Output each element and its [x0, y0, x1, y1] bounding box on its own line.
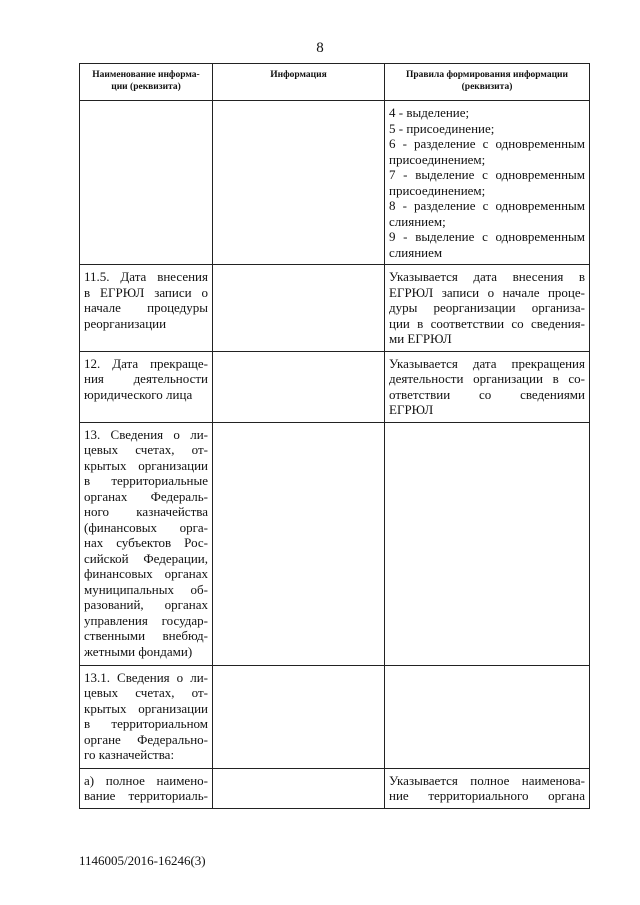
- cell-text-line: 13.1. Сведения о ли-: [84, 669, 208, 685]
- information-cell: [213, 101, 385, 265]
- cell-text-line: присоединением;: [389, 151, 486, 167]
- requisites-table: [79, 63, 590, 809]
- information-cell: [213, 665, 385, 768]
- cell-text-line: дуры реорганизации организа-: [389, 300, 585, 315]
- requisite-name-cell: [80, 422, 213, 665]
- cell-text-line: присоединением;: [389, 182, 486, 198]
- cell-text-line: Указывается дата прекращения: [389, 355, 585, 371]
- cell-text-line: органах Федераль-: [84, 488, 208, 504]
- cell-text-line: нах субъектов Рос-: [84, 535, 208, 550]
- cell-text-line: го казначейства:: [84, 747, 175, 762]
- cell-text-line: ственными внебюд-: [84, 628, 208, 643]
- cell-text-line: ние территориального органа: [389, 788, 585, 803]
- header-information: [213, 64, 385, 101]
- information-cell: [213, 265, 385, 352]
- cell-text-line: 6 - разделение с одновременным: [389, 136, 585, 151]
- cell-text-line: ответствии со сведениями: [389, 386, 585, 402]
- cell-text-line: жетными фондами): [84, 643, 193, 659]
- document-footer-code: 1146005/2016-16246(3): [79, 853, 206, 868]
- cell-text-line: 13. Сведения о ли-: [84, 426, 208, 442]
- cell-text-line: вание территориаль-: [84, 788, 208, 803]
- table-row: [80, 768, 590, 808]
- cell-text-line: 4 - выделение;: [389, 105, 470, 120]
- table-row: [80, 351, 590, 422]
- information-cell: [213, 768, 385, 808]
- page-number: 8: [316, 40, 324, 56]
- formation-rule-cell: [385, 665, 590, 768]
- cell-text-line: слиянием: [389, 244, 443, 260]
- cell-text-line: разований, органах: [84, 597, 208, 612]
- header-requisite-name: [80, 64, 213, 101]
- requisite-name-cell: [80, 665, 213, 768]
- cell-text-line: а) полное наимено-: [84, 772, 208, 788]
- cell-text-line: 7 - выделение с одновременным: [389, 167, 585, 182]
- requisite-name-cell: [80, 351, 213, 422]
- header-formation-rules: [385, 64, 590, 101]
- formation-rule-cell: [385, 101, 590, 265]
- information-cell: [213, 422, 385, 665]
- cell-text-line: деятельности организации в со-: [389, 371, 585, 386]
- table-header-row: [80, 64, 590, 101]
- cell-text-line: крытых организации: [84, 457, 208, 473]
- cell-text-line: начале процедуры: [84, 300, 208, 315]
- requisite-name-cell: [80, 101, 213, 265]
- formation-rule-cell: [385, 768, 590, 808]
- header-line: ции (реквизита): [111, 82, 181, 92]
- cell-text-line: 8 - разделение с одновременным: [389, 198, 585, 213]
- cell-text-line: ного казначейства: [84, 504, 208, 519]
- cell-text-line: сийской Федерации,: [84, 550, 208, 566]
- requisite-name-cell: [80, 265, 213, 352]
- cell-text-line: (финансовых орга-: [84, 519, 208, 535]
- cell-text-line: в территориальном: [84, 716, 208, 731]
- cell-text-line: цевых счетах, от-: [84, 685, 208, 700]
- cell-text-line: цевых счетах, от-: [84, 442, 208, 457]
- cell-text-line: Указывается полное наименова-: [389, 772, 585, 788]
- header-line: (реквизита): [461, 82, 513, 92]
- cell-text-line: ми ЕГРЮЛ: [389, 331, 452, 346]
- table-row: [80, 665, 590, 768]
- header-line: Наименование информа-: [92, 70, 200, 80]
- cell-text-line: органе Федерально-: [84, 731, 208, 747]
- cell-text-line: крытых организации: [84, 700, 208, 716]
- cell-text-line: ния деятельности: [84, 371, 208, 386]
- cell-text-line: 11.5. Дата внесения: [84, 269, 208, 284]
- cell-text-line: 12. Дата прекраще-: [84, 355, 208, 371]
- table-row: [80, 101, 590, 265]
- cell-text-line: реорганизации: [84, 315, 167, 331]
- cell-text-line: в ЕГРЮЛ записи о: [84, 284, 208, 300]
- header-line: Информация: [270, 70, 327, 80]
- table-row: [80, 265, 590, 352]
- cell-text-line: слиянием;: [389, 213, 446, 229]
- cell-text-line: юридического лица: [84, 386, 193, 402]
- requisite-name-cell: [80, 768, 213, 808]
- cell-text-line: Указывается дата внесения в: [389, 269, 585, 284]
- cell-text-line: в территориальные: [84, 473, 208, 488]
- header-line: Правила формирования информации: [405, 70, 568, 80]
- cell-text-line: 5 - присоединение;: [389, 120, 495, 136]
- cell-text-line: ЕГРЮЛ: [389, 402, 434, 417]
- table-row: [80, 422, 590, 665]
- formation-rule-cell: [385, 422, 590, 665]
- cell-text-line: ции в соответствии со сведения-: [389, 315, 585, 331]
- information-cell: [213, 351, 385, 422]
- cell-text-line: финансовых органах: [84, 566, 208, 581]
- formation-rule-cell: [385, 351, 590, 422]
- cell-text-line: ЕГРЮЛ записи о начале проце-: [389, 284, 585, 300]
- cell-text-line: 9 - выделение с одновременным: [389, 229, 585, 244]
- cell-text-line: муниципальных об-: [84, 581, 208, 597]
- cell-text-line: управления государ-: [84, 612, 208, 628]
- formation-rule-cell: [385, 265, 590, 352]
